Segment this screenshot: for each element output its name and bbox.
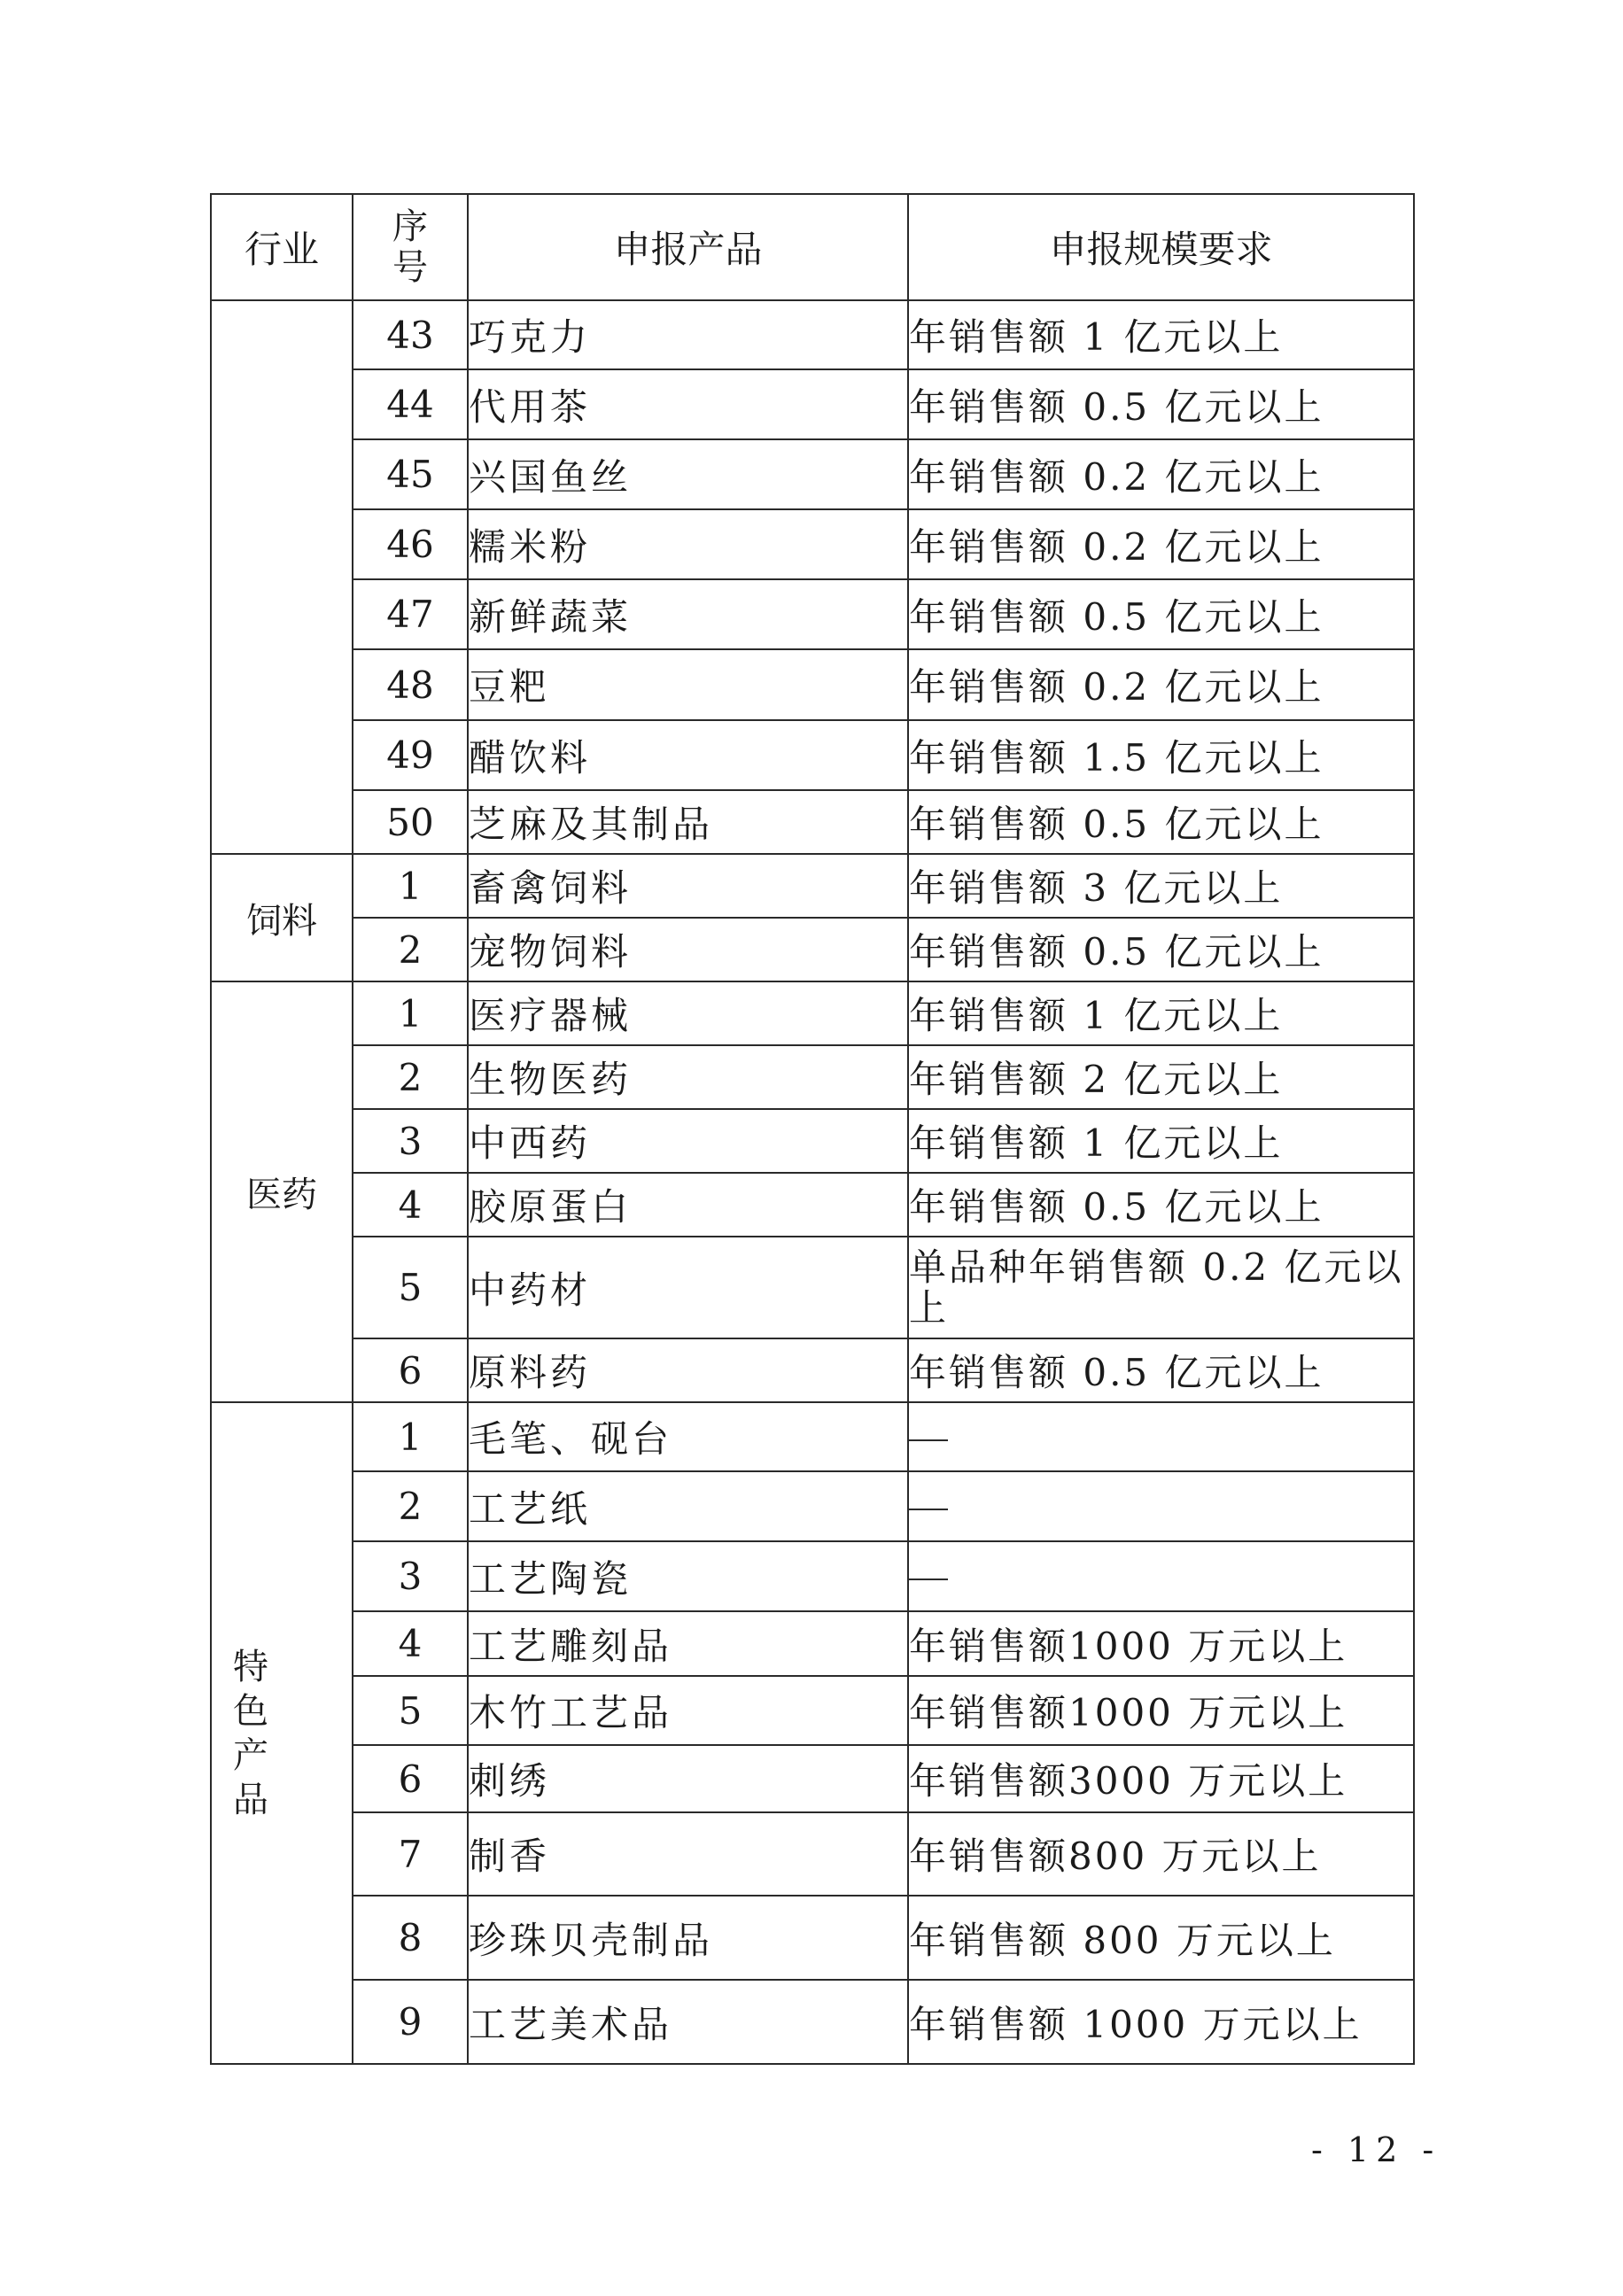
table-row [211,1471,1414,1541]
row-number: 5 [353,1676,468,1745]
row-number: 2 [353,1045,468,1109]
row-requirement: 年销售额 0.5 亿元以上 [908,918,1414,981]
table-header-row [211,194,1414,300]
row-requirement: 年销售额 3 亿元以上 [908,854,1414,918]
row-requirement: 年销售额800 万元以上 [908,1812,1414,1896]
row-requirement: 年销售额 1000 万元以上 [908,1980,1414,2064]
row-number: 4 [353,1611,468,1676]
table-row [211,1980,1414,2064]
row-number: 47 [353,579,468,649]
row-number: 2 [353,918,468,981]
product-table [210,193,1415,2065]
row-number: 3 [353,1109,468,1173]
table-row [211,720,1414,790]
table-row [211,1173,1414,1237]
table-row [211,1402,1414,1471]
row-product: 新鲜蔬菜 [468,579,908,649]
row-number: 1 [353,1402,468,1471]
row-requirement: 年销售额3000 万元以上 [908,1745,1414,1812]
row-requirement: 年销售额 0.5 亿元以上 [908,790,1414,854]
row-requirement: 年销售额 0.5 亿元以上 [908,579,1414,649]
row-requirement: 年销售额 0.2 亿元以上 [908,649,1414,720]
dash-mark [909,1578,948,1580]
table-row [211,854,1414,918]
row-number: 45 [353,439,468,509]
row-requirement: 单品种年销售额 0.2 亿元以上 [908,1237,1414,1338]
row-requirement: 年销售额 2 亿元以上 [908,1045,1414,1109]
table-row [211,918,1414,981]
row-product: 胶原蛋白 [468,1173,908,1237]
row-requirement: 年销售额 800 万元以上 [908,1896,1414,1980]
row-requirement: 年销售额1000 万元以上 [908,1676,1414,1745]
row-requirement-empty [908,1402,1414,1471]
page-number: - 12 - [1311,2130,1441,2169]
table-row [211,509,1414,579]
row-requirement: 年销售额 1 亿元以上 [908,300,1414,369]
row-product: 木竹工艺品 [468,1676,908,1745]
header-number-text: 序号 [392,206,428,288]
table-row [211,790,1414,854]
table-row [211,300,1414,369]
table-row [211,1237,1414,1338]
row-number: 3 [353,1541,468,1611]
table-row [211,981,1414,1045]
industry-specialty-text: 特色产品 [233,1646,286,1820]
row-product: 中西药 [468,1109,908,1173]
table-row [211,369,1414,439]
header-requirement: 申报规模要求 [908,194,1414,300]
row-requirement: 年销售额 0.2 亿元以上 [908,439,1414,509]
row-requirement-empty [908,1541,1414,1611]
industry-cell-specialty [211,1402,353,2064]
table-row [211,439,1414,509]
row-product: 芝麻及其制品 [468,790,908,854]
table-row [211,1611,1414,1676]
row-product: 醋饮料 [468,720,908,790]
row-requirement: 年销售额 1.5 亿元以上 [908,720,1414,790]
row-product: 刺绣 [468,1745,908,1812]
header-product: 申报产品 [468,194,908,300]
row-product: 兴国鱼丝 [468,439,908,509]
row-product: 工艺雕刻品 [468,1611,908,1676]
table-row [211,579,1414,649]
row-requirement: 年销售额 1 亿元以上 [908,981,1414,1045]
header-number [353,194,468,300]
industry-cell-medicine: 医药 [211,981,353,1402]
row-number: 5 [353,1237,468,1338]
row-number: 43 [353,300,468,369]
row-requirement: 年销售额 1 亿元以上 [908,1109,1414,1173]
row-product: 原料药 [468,1338,908,1402]
row-product: 工艺美术品 [468,1980,908,2064]
row-number: 4 [353,1173,468,1237]
row-number: 6 [353,1745,468,1812]
dash-mark [909,1509,948,1510]
row-product: 制香 [468,1812,908,1896]
row-product: 毛笔、砚台 [468,1402,908,1471]
row-number: 1 [353,981,468,1045]
row-requirement: 年销售额 0.5 亿元以上 [908,1173,1414,1237]
row-number: 8 [353,1896,468,1980]
table-row [211,1676,1414,1745]
row-product: 工艺陶瓷 [468,1541,908,1611]
industry-cell-blank [211,300,353,854]
row-number: 46 [353,509,468,579]
table-row [211,1896,1414,1980]
table-row [211,1745,1414,1812]
row-number: 9 [353,1980,468,2064]
row-product: 巧克力 [468,300,908,369]
row-requirement: 年销售额 0.2 亿元以上 [908,509,1414,579]
row-number: 1 [353,854,468,918]
row-number: 48 [353,649,468,720]
row-requirement: 年销售额 0.5 亿元以上 [908,369,1414,439]
industry-cell-feed: 饲料 [211,854,353,981]
table-row [211,1045,1414,1109]
header-industry: 行业 [211,194,353,300]
row-product: 畜禽饲料 [468,854,908,918]
row-product: 代用茶 [468,369,908,439]
row-product: 宠物饲料 [468,918,908,981]
table-row [211,649,1414,720]
row-product: 工艺纸 [468,1471,908,1541]
row-product: 医疗器械 [468,981,908,1045]
row-product: 豆粑 [468,649,908,720]
row-product: 糯米粉 [468,509,908,579]
row-number: 7 [353,1812,468,1896]
row-number: 44 [353,369,468,439]
table-row [211,1541,1414,1611]
row-product: 珍珠贝壳制品 [468,1896,908,1980]
row-product: 生物医药 [468,1045,908,1109]
table-row [211,1338,1414,1402]
row-requirement: 年销售额1000 万元以上 [908,1611,1414,1676]
table-row [211,1109,1414,1173]
row-number: 6 [353,1338,468,1402]
table-row [211,1812,1414,1896]
row-number: 2 [353,1471,468,1541]
dash-mark [909,1439,948,1441]
row-number: 50 [353,790,468,854]
row-requirement: 年销售额 0.5 亿元以上 [908,1338,1414,1402]
row-requirement-empty [908,1471,1414,1541]
row-product: 中药材 [468,1237,908,1338]
row-number: 49 [353,720,468,790]
